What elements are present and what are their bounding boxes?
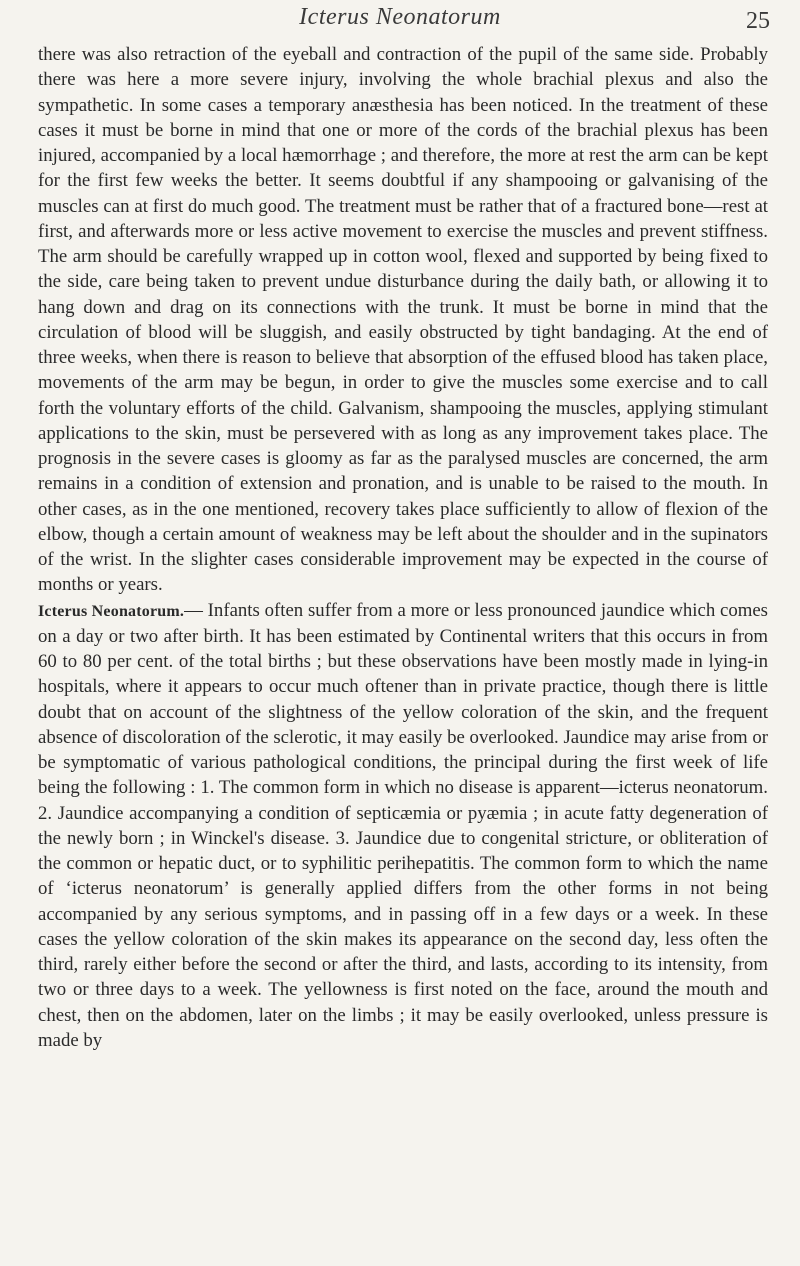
paragraph-icterus-neonatorum xyxy=(38,598,768,1054)
section-heading: Icterus Neonatorum. xyxy=(38,602,185,620)
running-title: Icterus Neonatorum xyxy=(299,4,501,30)
page-number: 25 xyxy=(746,8,770,34)
section-text: — Infants often suffer from a more or less pronounced jaundice which comes on a day or two after birth. It has been estimated by Continental writers that this occurs in from 60 to 80 per cent. of the total births ; but these observations have been mostly made in lying-in hospitals, where it appears to occur much oftener than in private practice, though there is little doubt that on account of the slightness of the yellow coloration of the skin, and the frequent absence of discoloration of the sclerotic, it may easily be overlooked. Jaundice may arise from or be symptomatic of various pathological conditions, the principal during the first week of life being the following : 1. The common form in which no disease is apparent—icterus neonatorum. 2. Jaundice accompanying a condition of septicæmia or pyæmia ; in acute fatty degeneration of the newly born ; in Winckel's disease. 3. Jaundice due to congenital stricture, or obliteration of the common or hepatic duct, or to syphilitic perihepatitis. The common form to which the name of ‘icterus neonatorum’ is generally applied differs from the other forms in not being accompanied by any serious symptoms, and in passing off in a few days or a week. In these cases the yellow coloration of the skin makes its appearance on the second day, less often the third, rarely either before the second or after the third, and lasts, according to its intensity, from two or three days to a week. The yellowness is first noted on the face, around the mouth and chest, then on the abdomen, later on the limbs ; it may be easily overlooked, unless pressure is made by xyxy=(38,599,768,1051)
page-header xyxy=(0,4,800,44)
paragraph-brachial-plexus: there was also retraction of the eyeball and contraction of the pupil of the same side. Probably there was here a more severe injury, involving the whole brachial plexus and also the sympathetic. In some cases a temporary anæsthesia has been noticed. In the treatment of these cases it must be borne in mind that one or more of the cords of the brachial plexus has been injured, accompanied by a local hæmorrhage ; and therefore, the more at rest the arm can be kept for the first few weeks the better. It seems doubtful if any shampooing or galvanising of the muscles can at first do much good. The treatment must be rather that of a fractured bone—rest at first, and afterwards more or less active movement to exercise the muscles and prevent stiffness. The arm should be carefully wrapped up in cotton wool, flexed and supported by being fixed to the side, care being taken to prevent undue disturbance during the daily bath, or allowing it to hang down and drag on its connections with the trunk. It must be borne in mind that the circulation of blood will be sluggish, and easily obstructed by tight bandaging. At the end of three weeks, when there is reason to believe that absorption of the effused blood has taken place, movements of the arm may be begun, in order to give the muscles some exercise and to call forth the voluntary efforts of the child. Galvanism, shampooing the muscles, applying stimulant applications to the skin, must be persevered with as long as any improvement takes place. The prognosis in the severe cases is gloomy as far as the paralysed muscles are concerned, the arm remains in a condition of extension and pronation, and is unable to be raised to the mouth. In other cases, as in the one mentioned, recovery takes place sufficiently to allow of flexion of the elbow, though a certain amount of weakness may be left about the shoulder and in the supinators of the wrist. In the slighter cases considerable improvement may be expected in the course of months or years. xyxy=(38,44,768,596)
body-text xyxy=(38,42,768,1053)
